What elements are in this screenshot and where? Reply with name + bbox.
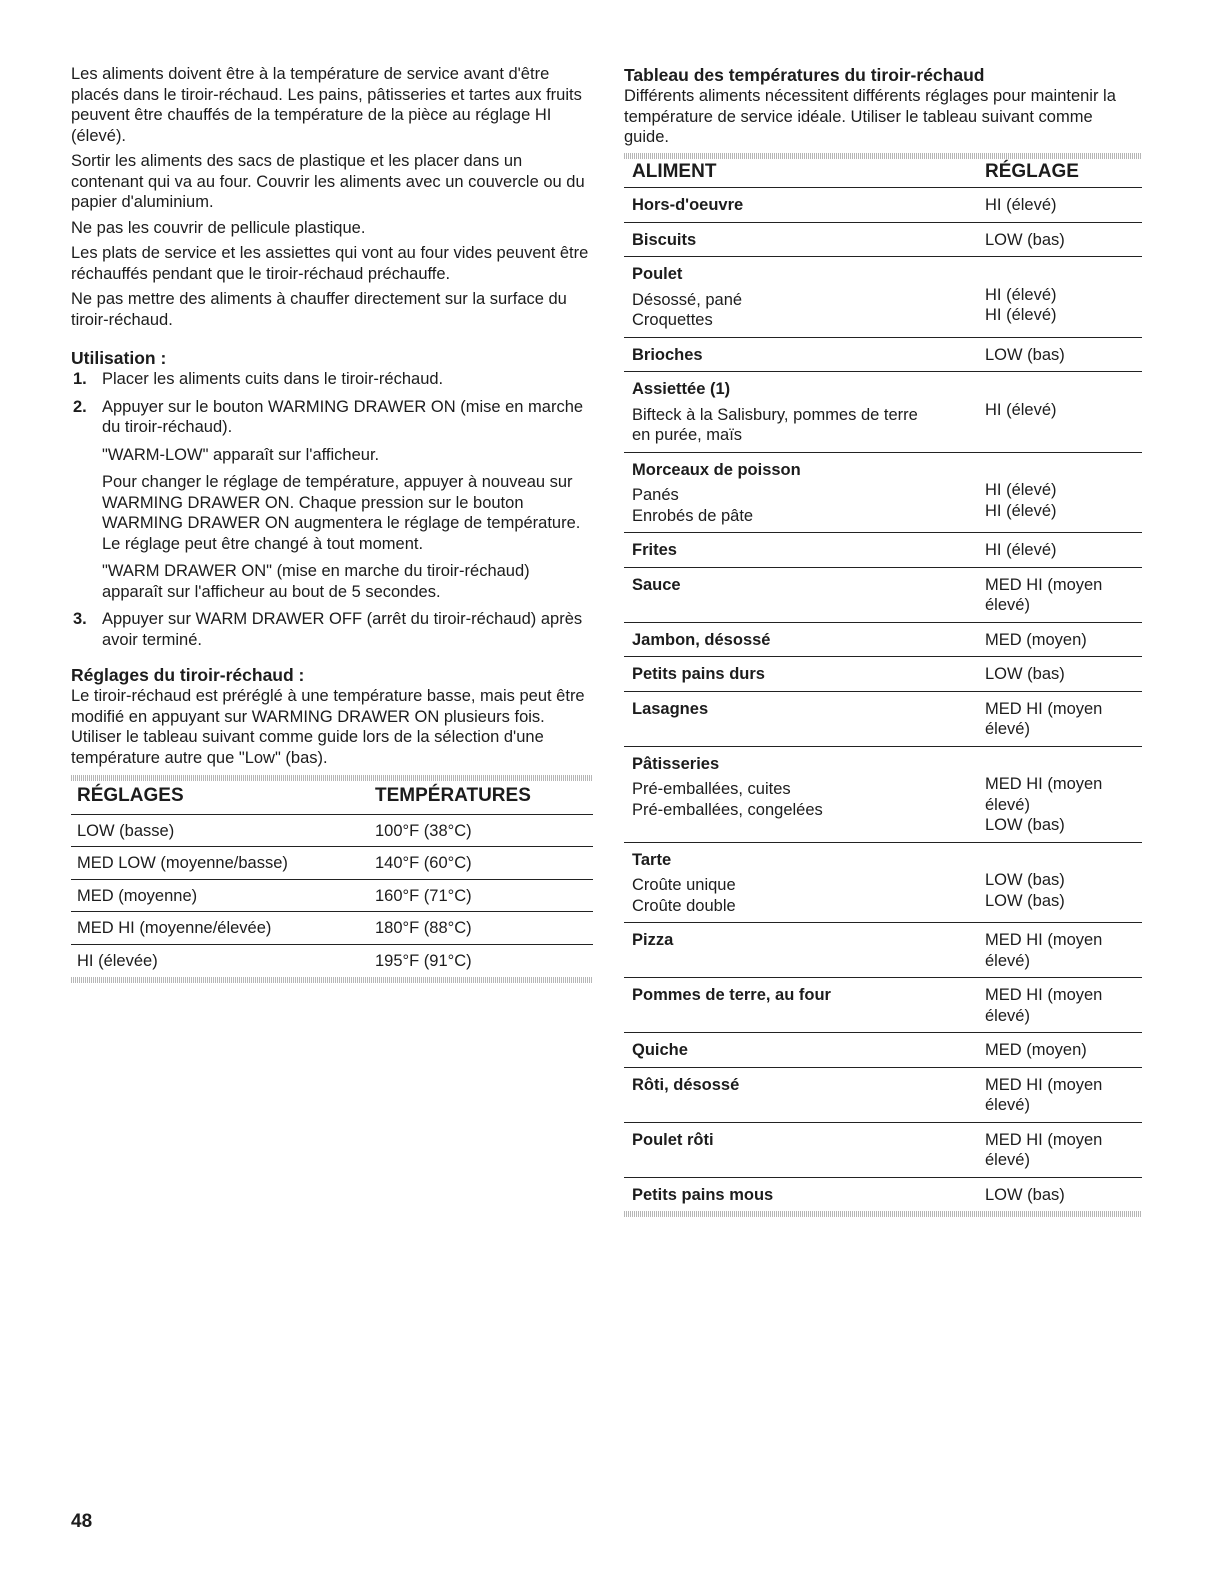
food-name: Poulet rôti (632, 1130, 714, 1149)
food-cell (624, 842, 977, 923)
food-table-body (624, 188, 1142, 1212)
table-top-rule (71, 775, 593, 781)
food-cell (624, 372, 977, 453)
reglages-heading: Réglages du tiroir-réchaud : (71, 665, 305, 685)
setting-cell: MED HI (moyen élevé) (977, 567, 1142, 622)
setting-cell: MED HI (moyen élevé) (977, 978, 1142, 1033)
table-row (624, 691, 1142, 746)
temperature-cell: 195°F (91°C) (375, 951, 472, 970)
table-row (624, 622, 1142, 657)
food-cell (624, 1122, 977, 1177)
step-text: Placer les aliments cuits dans le tiroir-réchaud. (102, 370, 444, 388)
column-header: TEMPÉRATURES (369, 781, 593, 814)
step-item (71, 397, 591, 603)
left-column (71, 64, 591, 983)
food-cell (624, 257, 977, 338)
food-settings-table (624, 153, 1142, 1218)
table-row (624, 842, 1142, 923)
intro-paragraph: Les aliments doivent être à la température de service avant d'être placés dans le tiroir-réchaud. Les pains, pâtisseries et tartes aux fruits peuvent être chauffés de la température de la pièce au réglage HI (élevé). (71, 65, 582, 145)
food-cell (624, 1067, 977, 1122)
table-row (624, 1122, 1142, 1177)
food-details: Panés Enrobés de pâte (632, 486, 754, 525)
food-cell (624, 533, 977, 568)
table-row (624, 372, 1142, 453)
utilisation-steps (71, 369, 591, 650)
table-row (624, 533, 1142, 568)
food-name: Jambon, désossé (632, 630, 771, 649)
setting-cell: MED HI (moyen élevé) LOW (bas) (977, 746, 1142, 842)
food-cell (624, 452, 977, 533)
temperature-cell: 180°F (88°C) (369, 912, 593, 945)
setting-cell: LOW (basse) (71, 814, 369, 847)
step-text: "WARM-LOW" apparaît sur l'afficheur. (102, 445, 380, 464)
table-row (71, 847, 593, 880)
table-row (624, 188, 1142, 223)
table-row (624, 222, 1142, 257)
setting-cell: MED HI (moyen élevé) (977, 1122, 1142, 1177)
utilisation-heading: Utilisation : (71, 348, 167, 368)
food-name: Hors-d'oeuvre (632, 196, 744, 214)
step-item (71, 609, 591, 650)
setting-cell: MED HI (moyen élevé) (977, 691, 1142, 746)
table-row (624, 1177, 1142, 1211)
table-row (624, 923, 1142, 978)
table-row (71, 879, 593, 912)
column-header: RÉGLAGES (71, 781, 369, 814)
food-cell (624, 978, 977, 1033)
food-details: Pré-emballées, cuites Pré-emballées, congelées (632, 780, 823, 819)
column-header: ALIMENT (624, 159, 977, 188)
food-name: Tarte (632, 850, 672, 869)
setting-cell: MED (moyen) (977, 1033, 1142, 1068)
setting-cell: HI (élevé) HI (élevé) (977, 452, 1142, 533)
step-text: "WARM DRAWER ON" (mise en marche du tiroir-réchaud) apparaît sur l'afficheur au bout de 5 secondes. (102, 562, 530, 601)
setting-cell: MED (moyenne) (71, 879, 369, 912)
food-name: Poulet (632, 265, 683, 283)
setting-cell: LOW (bas) (977, 337, 1142, 372)
step-text: Appuyer sur le bouton WARMING DRAWER ON (mise en marche du tiroir-réchaud). (102, 397, 584, 436)
page-number: 48 (71, 1511, 93, 1532)
setting-cell: HI (élevée) (77, 951, 158, 970)
temperature-cell: 160°F (71°C) (369, 879, 593, 912)
food-name: Petits pains durs (632, 665, 765, 683)
step-text: Pour changer le réglage de température, appuyer à nouveau sur WARMING DRAWER ON. Chaque pression sur le bouton WARMING DRAWER ON augmentera le réglage de température. Le réglage peut être changé à tout moment. (102, 473, 581, 553)
table-row (624, 1033, 1142, 1068)
food-details: Bifteck à la Salisbury, pommes de terre en purée, maïs (632, 405, 918, 444)
table-header-row (71, 781, 593, 814)
food-name: Petits pains mous (632, 1185, 774, 1204)
table-row (624, 657, 1142, 692)
food-cell (624, 622, 977, 657)
food-name: Morceaux de poisson (632, 460, 801, 479)
food-cell (624, 567, 977, 622)
food-name: Biscuits (632, 230, 697, 249)
setting-cell: MED HI (moyen élevé) (977, 923, 1142, 978)
table-row (624, 746, 1142, 842)
step-number: 1. (73, 370, 87, 388)
step-number: 3. (73, 610, 87, 628)
food-cell (624, 923, 977, 978)
table-row (624, 1067, 1142, 1122)
table-row (624, 567, 1142, 622)
intro-section (71, 64, 591, 330)
setting-cell: MED HI (moyen élevé) (977, 1067, 1142, 1122)
food-cell (624, 1177, 977, 1211)
temperature-table (71, 775, 593, 983)
food-cell (624, 1033, 977, 1068)
table-bottom-rule (624, 1211, 1142, 1217)
food-name: Sauce (632, 575, 681, 594)
setting-cell: MED LOW (moyenne/basse) (71, 847, 369, 880)
setting-cell: LOW (bas) (977, 222, 1142, 257)
table-header-row (624, 159, 1142, 188)
table-row (71, 912, 593, 945)
table-row (71, 814, 593, 847)
food-name: Frites (632, 541, 677, 559)
step-number: 2. (73, 397, 87, 416)
setting-cell: MED HI (moyenne/élevée) (71, 912, 369, 945)
table-row (624, 257, 1142, 338)
food-cell (624, 188, 977, 223)
setting-cell: HI (élevé) (977, 188, 1142, 223)
food-details: Croûte unique Croûte double (632, 876, 736, 915)
food-name: Assiettée (1) (632, 380, 731, 398)
food-name: Brioches (632, 345, 703, 364)
food-cell (624, 691, 977, 746)
temperature-cell: 100°F (38°C) (369, 814, 593, 847)
table-row (624, 978, 1142, 1033)
table-row (624, 337, 1142, 372)
step-item (71, 369, 591, 390)
table-bottom-rule (71, 977, 593, 983)
table-top-rule (624, 153, 1142, 159)
temperature-cell: 140°F (60°C) (369, 847, 593, 880)
food-name: Pizza (632, 931, 674, 949)
intro-paragraph: Ne pas les couvrir de pellicule plastique. (71, 218, 366, 237)
reglages-paragraph: Le tiroir-réchaud est préréglé à une température basse, mais peut être modifié en appuyant sur WARMING DRAWER ON plusieurs fois. Utiliser le tableau suivant comme guide lors de la sélection d'une température autre que "Low" (bas). (71, 687, 585, 767)
food-name: Quiche (632, 1041, 688, 1059)
food-name: Pâtisseries (632, 754, 720, 773)
setting-cell: LOW (bas) LOW (bas) (977, 842, 1142, 923)
food-name: Rôti, désossé (632, 1075, 740, 1094)
food-name: Pommes de terre, au four (632, 986, 831, 1004)
food-details: Désossé, pané Croquettes (632, 290, 743, 329)
intro-paragraph: Sortir les aliments des sacs de plastique et les placer dans un contenant qui va au four. Couvrir les aliments avec un couvercle ou du papier d'aluminium. (71, 152, 585, 211)
food-table-heading: Tableau des températures du tiroir-réchaud (624, 65, 985, 85)
table-row (71, 944, 593, 977)
food-cell (624, 657, 977, 692)
food-cell (624, 337, 977, 372)
food-table-intro: Différents aliments nécessitent différents réglages pour maintenir la température de service idéale. Utiliser le tableau suivant comme guide. (624, 87, 1116, 146)
setting-cell: MED (moyen) (977, 622, 1142, 657)
setting-cell: HI (élevé) HI (élevé) (977, 257, 1142, 338)
intro-paragraph: Ne pas mettre des aliments à chauffer directement sur la surface du tiroir-réchaud. (71, 290, 567, 329)
intro-paragraph: Les plats de service et les assiettes qui vont au four vides peuvent être réchauffés pendant que le tiroir-réchaud préchauffe. (71, 244, 589, 283)
step-text: Appuyer sur WARM DRAWER OFF (arrêt du tiroir-réchaud) après avoir terminé. (102, 610, 583, 649)
setting-cell: HI (élevé) (977, 533, 1142, 568)
right-column (624, 64, 1142, 1217)
food-cell (624, 746, 977, 842)
column-header: RÉGLAGE (977, 159, 1142, 188)
setting-cell: LOW (bas) (985, 1185, 1065, 1204)
food-name: Lasagnes (632, 699, 709, 718)
food-cell (624, 222, 977, 257)
setting-cell: HI (élevé) (977, 372, 1142, 453)
table-row (624, 452, 1142, 533)
setting-cell: LOW (bas) (977, 657, 1142, 692)
